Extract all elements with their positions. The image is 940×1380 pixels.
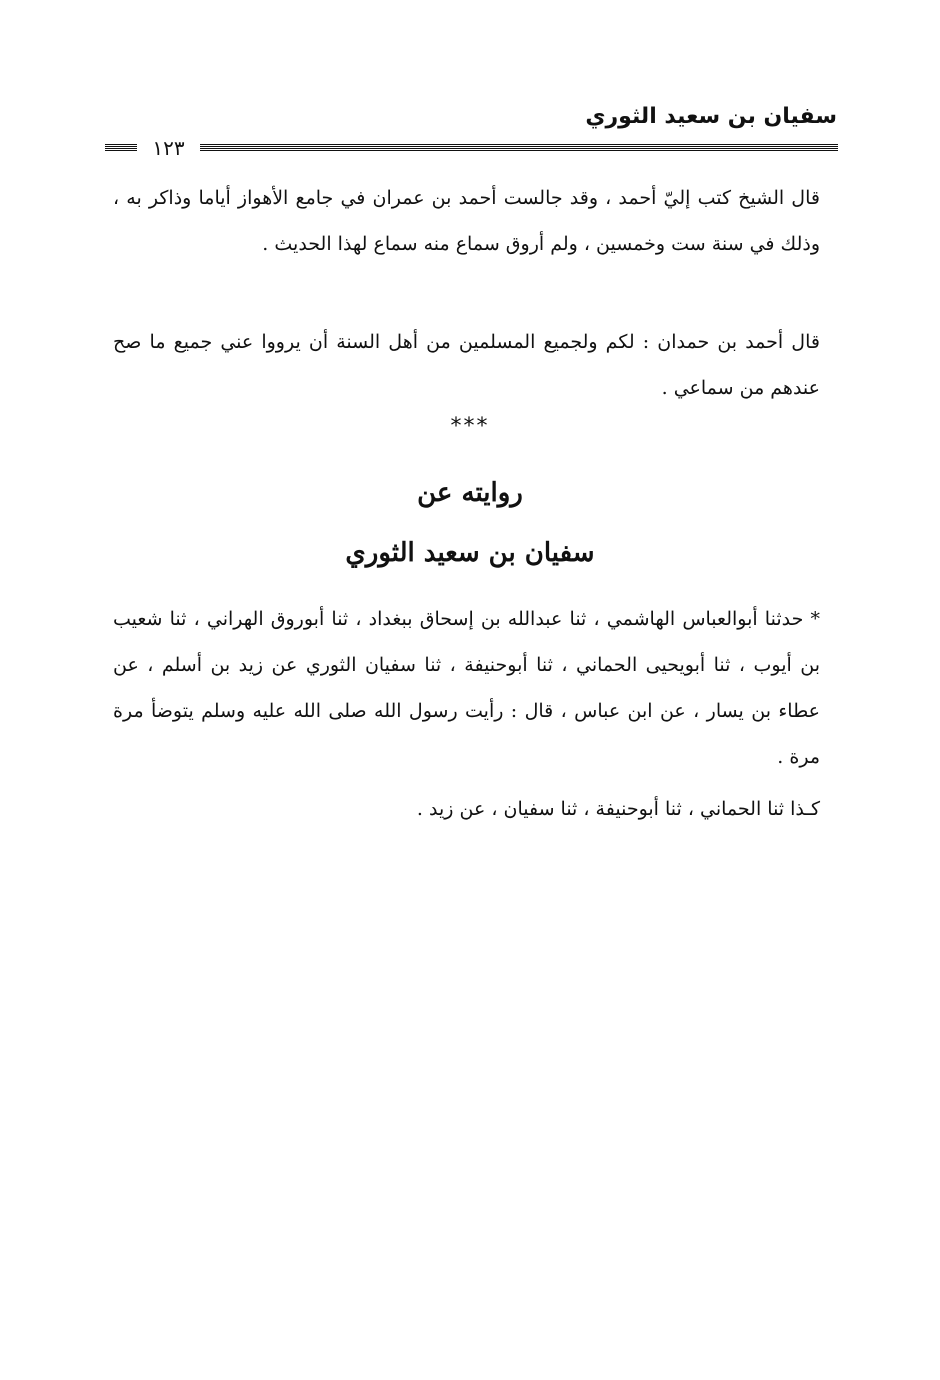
running-header-title: سفيان بن سعيد الثوري: [585, 104, 837, 129]
hadith-note-paragraph: كـذا ثنا الحماني ، ثنا أبوحنيفة ، ثنا سفيان ، عن زيد .: [416, 798, 820, 820]
page-number: ١٢٣: [152, 136, 185, 160]
section-separator: ***: [450, 414, 490, 439]
header-rule-left: [105, 144, 137, 152]
header-rule: [105, 138, 838, 158]
hadith-isnad-paragraph: * حدثنا أبوالعباس الهاشمي ، ثنا عبدالله بن إسحاق ببغداد ، ثنا أبوروق الهراني ، ثنا شعيب بن أيوب ، ثنا أبويحيى الحماني ، ثنا أبوحنيفة ، ثنا سفيان الثوري عن زيد بن أسلم ، عن عطاء بن يسار ، عن ابن عباس ، قال : رأيت رسول الله صلى الله عليه وسلم يتوضأ مرة مرة .: [113, 608, 820, 768]
header-rule-right: [200, 144, 838, 152]
paragraph-ijaza-ahmad: قال الشيخ كتب إليّ أحمد ، وقد جالست أحمد بن عمران في جامع الأهواز أياما وذاكر به ، وذلك في سنة ست وخمسين ، ولم أروق سماع منه سماع لهذا الحديث .: [113, 187, 820, 255]
paragraph-ibn-hamdan: قال أحمد بن حمدان : لكم ولجميع المسلمين من أهل السنة أن يرووا عني جميع ما صح عندهم من سماعي .: [113, 331, 820, 399]
section-heading-line2: سفيان بن سعيد الثوري: [345, 538, 595, 568]
section-heading-line1: روايته عن: [417, 478, 523, 508]
